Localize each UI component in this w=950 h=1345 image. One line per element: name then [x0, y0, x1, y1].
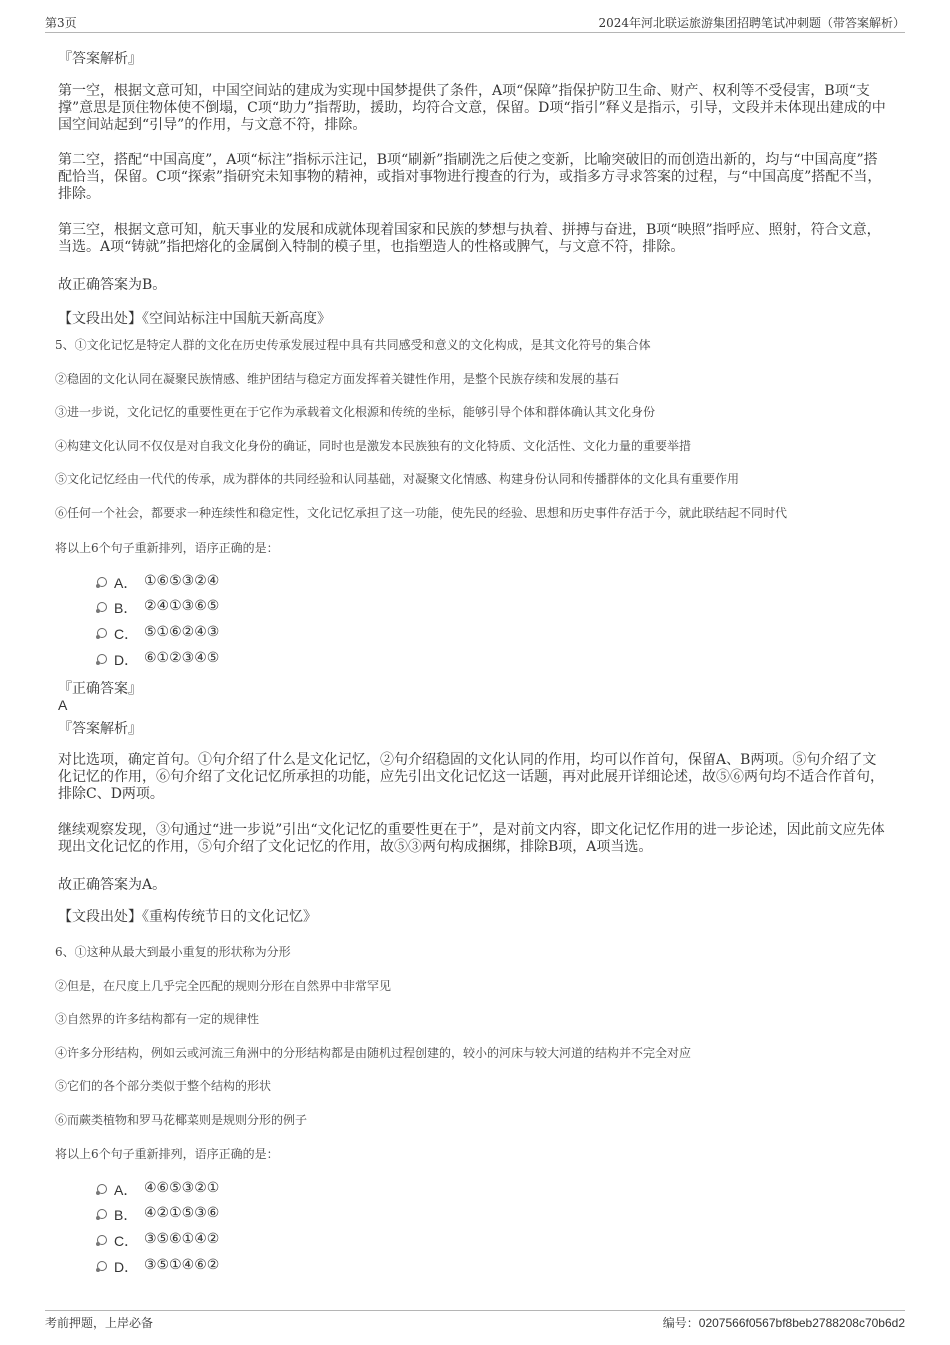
document-title: 2024年河北联运旅游集团招聘笔试冲刺题（带答案解析） [598, 16, 905, 30]
conclusion-text: 故正确答案为A。 [58, 877, 167, 893]
q6-sentence-4: ④许多分形结构，例如云或河流三角洲中的分形结构都是由随机过程创建的，较小的河床与较大河道的结构并不完全对应 [55, 1046, 692, 1060]
q5-prompt: 将以上6个句子重新排列，语序正确的是： [55, 541, 279, 555]
q5-sentence-5: ⑤文化记忆经由一代代的传承，成为群体的共同经验和认同基础，对凝聚文化情感、构建身份认同和传播群体的文化具有重要作用 [55, 472, 740, 486]
source-citation: 【文段出处】《空间站标注中国航天新高度》 [58, 311, 331, 327]
document-code: 编号：0207566f0567bf8beb2788208c70b6d2 [662, 1316, 905, 1330]
q6-prompt: 将以上6个句子重新排列，语序正确的是： [55, 1147, 279, 1161]
analysis-label: 『答案解析』 [58, 51, 142, 67]
q5-sentence-1: 5、①文化记忆是特定人群的文化在历史传承发展过程中具有共同感受和意义的文化构成，是其文化符号的集合体 [55, 338, 651, 352]
q6-sentence-6: ⑥而蕨类植物和罗马花椰菜则是规则分形的例子 [55, 1113, 308, 1127]
q5-sentence-2: ②稳固的文化认同在凝聚民族情感、维护团结与稳定方面发挥着关键性作用，是整个民族存续和发展的基石 [55, 372, 620, 386]
q5-sentence-3: ③进一步说，文化记忆的重要性更在于它作为承载着文化根源和传统的坐标，能够引导个体和群体确认其文化身份 [55, 405, 656, 419]
page-number: 第3页 [45, 16, 77, 30]
radio-icon[interactable] [97, 577, 107, 587]
radio-icon[interactable] [97, 1235, 107, 1245]
analysis-paragraph-1: 第一空，根据文意可知，中国空间站的建成为实现中国梦提供了条件，A项“保障”指保护防卫生命、财产、权利等不受侵害，B项“支撑”意思是顶住物体使不倒塌，C项“助力”指帮助，援助，均符合文意，保留。D项“指引”释义是指示，引导，文段并未体现出建成的中国空间站起到“引导”的作用，与文意不符，排除。 [58, 83, 886, 133]
q6-sentence-1: 6、①这种从最大到最小重复的形状称为分形 [55, 945, 291, 959]
source-citation: 【文段出处】《重构传统节日的文化记忆》 [58, 909, 317, 925]
q6-sentence-2: ②但是，在尺度上几乎完全匹配的规则分形在自然界中非常罕见 [55, 979, 392, 993]
correct-answer-value: A [58, 697, 68, 713]
q5-sentence-6: ⑥任何一个社会，都要求一种连续性和稳定性，文化记忆承担了这一功能，使先民的经验、思想和历史事件存活于今，就此联结起不同时代 [55, 506, 788, 520]
conclusion-text: 故正确答案为B。 [58, 277, 167, 293]
page-footer [45, 1310, 905, 1333]
q5-analysis-paragraph-1: 对比选项，确定首句。①句介绍了什么是文化记忆，②句介绍稳固的文化认同的作用，均可以作首句，保留A、B两项。⑤句介绍了文化记忆的作用，⑥句介绍了文化记忆所承担的功能，应先引出文化记忆这一话题，再对此展开详细论述，故⑤⑥两句均不适合作首句，排除C、D两项。 [58, 752, 884, 802]
analysis-paragraph-2: 第二空，搭配“中国高度”，A项“标注”指标示注记，B项“刷新”指刷洗之后使之变新，比喻突破旧的而创造出新的，均与“中国高度”搭配恰当，保留。C项“探索”指研究未知事物的精神，或指对事物进行搜查的行为，或指多方寻求答案的过程，与“中国高度”搭配不当，排除。 [58, 152, 882, 202]
analysis-paragraph-3: 第三空，根据文意可知，航天事业的发展和成就体现着国家和民族的梦想与执着、拼搏与奋进，B项“映照”指呼应、照射，符合文意，当选。A项“铸就”指把熔化的金属倒入特制的模子里，也指塑造人的性格或脾气，与文意不符，排除。 [58, 222, 881, 255]
radio-icon[interactable] [97, 654, 107, 664]
radio-icon[interactable] [97, 1209, 107, 1219]
page-header [45, 12, 905, 33]
analysis-label: 『答案解析』 [58, 721, 142, 737]
q5-analysis-paragraph-2: 继续观察发现，③句通过“进一步说”引出“文化记忆的重要性更在于”，是对前文内容，即文化记忆作用的进一步论述，因此前文应先体现出文化记忆的作用，⑤句介绍了文化记忆的作用，故⑤③两句构成捆绑，排除B项，A项当选。 [58, 822, 885, 855]
radio-icon[interactable] [97, 1184, 107, 1194]
radio-icon[interactable] [97, 628, 107, 638]
correct-answer-label: 『正确答案』 [58, 681, 142, 697]
footer-slogan: 考前押题，上岸必备 [45, 1316, 154, 1330]
q6-sentence-5: ⑤它们的各个部分类似于整个结构的形状 [55, 1079, 272, 1093]
radio-icon[interactable] [97, 602, 107, 612]
q6-sentence-3: ③自然界的许多结构都有一定的规律性 [55, 1012, 260, 1026]
q5-sentence-4: ④构建文化认同不仅仅是对自我文化身份的确证，同时也是激发本民族独有的文化特质、文化活性、文化力量的重要举措 [55, 439, 692, 453]
radio-icon[interactable] [97, 1261, 107, 1271]
